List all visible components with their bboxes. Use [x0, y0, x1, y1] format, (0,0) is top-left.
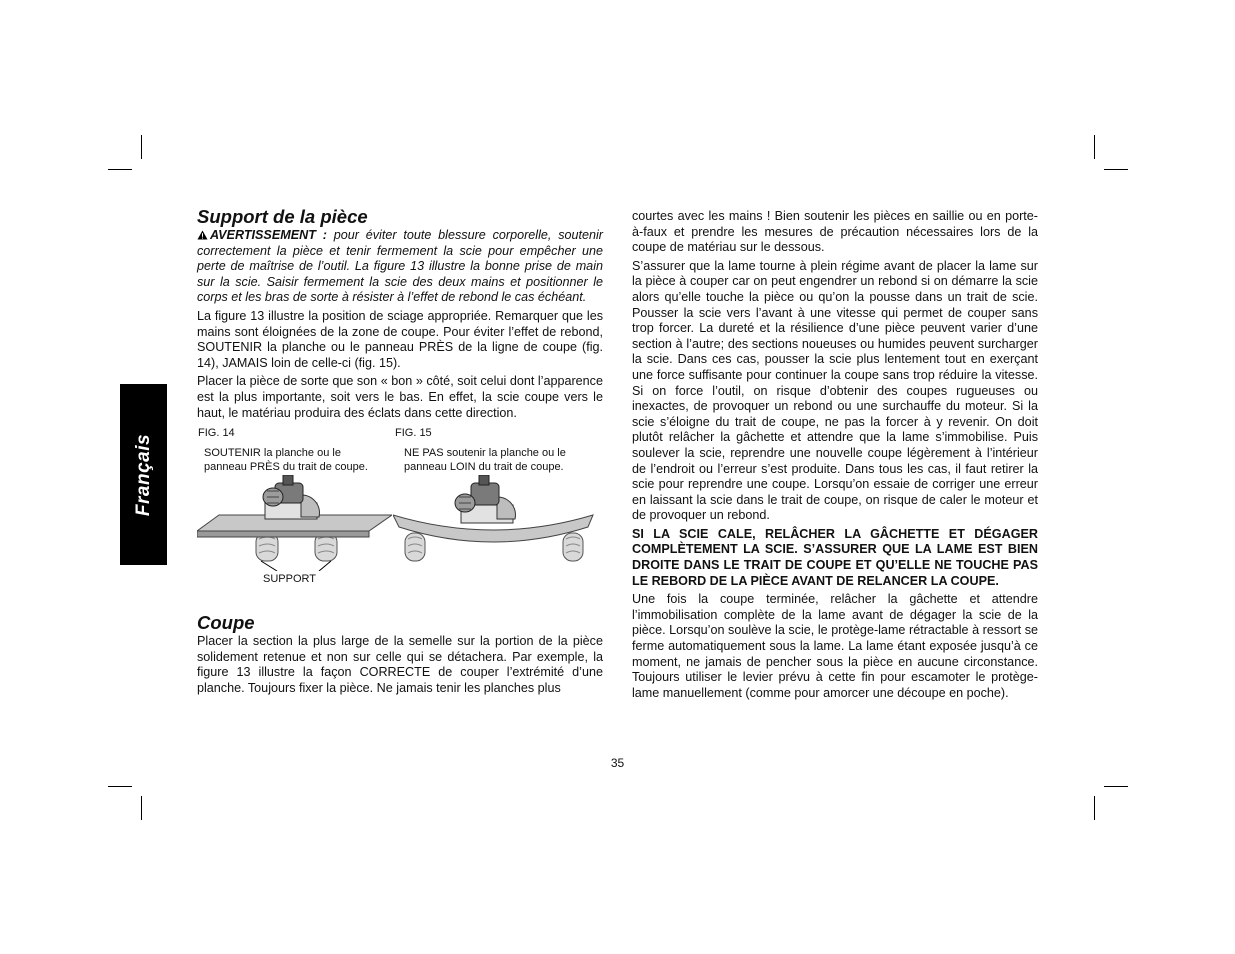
fig14-support-label: SUPPORT: [263, 573, 316, 586]
warning-triangle-icon: [197, 230, 208, 240]
paragraph-short-pieces: courtes avec les mains ! Bien soutenir les pièces en saillie ou en porte-à-faux et prendre les mesures de précaution nécessaires lors de la coupe de matériau sur le dessous.: [632, 209, 1038, 255]
fig14-illustration: [197, 475, 392, 571]
crop-mark-top-right-vertical: [1094, 135, 1095, 159]
page-number: 35: [610, 756, 625, 770]
crop-mark-bottom-left-vertical: [141, 796, 142, 820]
paragraph-good-side: Placer la pièce de sorte que son « bon » côté, soit celui dont l’apparence est la plus importante, soit vers le bas. En effet, la scie coupe vers le haut, le matériau produira des éclats dans cette direction.: [197, 374, 603, 420]
paragraph-blade-speed: S’assurer que la lame tourne à plein régime avant de placer la lame sur la pièce à couper car on peut engendrer un rebond si on démarre la scie alors qu’elle touche la pièce ou qu’on la pousse dans un trait de scie. Pousser la scie vers l’avant à une vitesse qui permet de couper sans trop forcer. La dureté et la résilience d’une pièce peuvent varier d’une section à l’autre; des sections noueuses ou humides peuvent surcharger la scie. Dans ces cas, pousser la scie plus lentement tout en exerçant une force suffisante pour continuer la coupe sans trop réduire la vitesse. Si on force l’outil, on risque d’obtenir des coupes rugueuses ou inexactes, de provoquer un rebond ou une surchauffe du moteur. Si la scie s’éloigne du trait de coupe, ne pas la forcer à y revenir. On doit plutôt relâcher la gâchette et attendre que la lame s’immobilise. Puis soulever la scie, reprendre une nouvelle coupe légèrement à l’intérieur de l’endroit ou l’erreur s’est produite. Dans tous les cas, il faut retirer la scie pour reprendre une coupe. Lorsqu’on essaie de corriger une erreur en laissant la scie dans le trait de coupe, on risque de caler le moteur et de provoquer un rebond.: [632, 258, 1038, 523]
paragraph-stall-warning: SI LA SCIE CALE, RELÂCHER LA GÂCHETTE ET DÉGAGER COMPLÈTEMENT LA SCIE. S’ASSURER QUE LA LAME EST BIEN DROITE DANS LE TRAIT DE COUPE ET QU’ELLE NE TOUCHE PAS LE REBORD DE LA PIÈCE AVANT DE RELANCER LA COUPE.: [632, 526, 1038, 588]
heading-support: Support de la pièce: [197, 206, 368, 227]
fig15-illustration: [393, 475, 603, 575]
fig15-caption: NE PAS soutenir la planche ou le panneau LOIN du trait de coupe.: [404, 447, 566, 473]
crop-mark-top-right-horizontal: [1104, 169, 1128, 170]
heading-coupe: Coupe: [197, 612, 255, 634]
paragraph-after-cut: Une fois la coupe terminée, relâcher la gâchette et attendre l’immobilisation complète de la lame avant de dégager la scie de la pièce. Lorsqu’on soulève la scie, le protège-lame rétractable à ressort se ferme automatiquement sous la lame. La lame étant exposée jusqu’à ce moment, ne jamais de pencher sous la pièce en aucune circonstance. Toujours utiliser le levier prévu à cette fin pour escamoter le protège-lame manuellement (comme pour amorcer une découpe en poche).: [632, 592, 1038, 700]
crop-mark-top-left-horizontal: [108, 169, 132, 170]
coupe-section: [197, 612, 603, 696]
fig15-label: FIG. 15: [395, 427, 432, 440]
warning-paragraph: [197, 228, 603, 306]
paragraph-position: La figure 13 illustre la position de sciage appropriée. Remarquer que les mains sont éloignées de la zone de coupe. Pour éviter l’effet de rebond, SOUTENIR la planche ou le panneau PRÈS de la ligne de coupe (fig. 14), JAMAIS loin de celle-ci (fig. 15).: [197, 308, 603, 370]
left-column: [197, 206, 603, 700]
fig15-support-right: [563, 533, 583, 561]
fig14-saw: [263, 475, 319, 519]
crop-mark-bottom-right-horizontal: [1104, 786, 1128, 787]
crop-mark-bottom-left-horizontal: [108, 786, 132, 787]
fig15-saw: [455, 475, 515, 523]
fig14-label: FIG. 14: [198, 427, 235, 440]
warning-text: pour éviter toute blessure corporelle, soutenir correctement la pièce et tenir fermement la scie pour empêcher une perte de maîtrise de l’outil. La figure 13 illustre la bonne prise de main sur la scie. Saisir fermement la scie des deux mains et positionner le corps et les bras de sorte à résister à l’effet de rebond le cas échéant.: [197, 228, 603, 305]
crop-mark-bottom-right-vertical: [1094, 796, 1095, 820]
language-tab: [120, 384, 167, 565]
fig15-support-left: [405, 533, 425, 561]
language-tab-label: Français: [132, 433, 154, 516]
fig14-caption: SOUTENIR la planche ou le panneau PRÈS du trait de coupe.: [204, 447, 368, 473]
right-column: [632, 209, 1038, 704]
crop-mark-top-left-vertical: [141, 135, 142, 159]
figures-block: [197, 427, 603, 599]
paragraph-coupe: Placer la section la plus large de la semelle sur la portion de la pièce solidement retenue et non sur celle qui se détachera. Par exemple, la figure 13 illustre la façon CORRECTE de couper l’extrémité d’une planche. Toujours fixer la pièce. Ne jamais tenir les planches plus: [197, 634, 603, 695]
warning-lead: AVERTISSEMENT :: [210, 228, 327, 242]
